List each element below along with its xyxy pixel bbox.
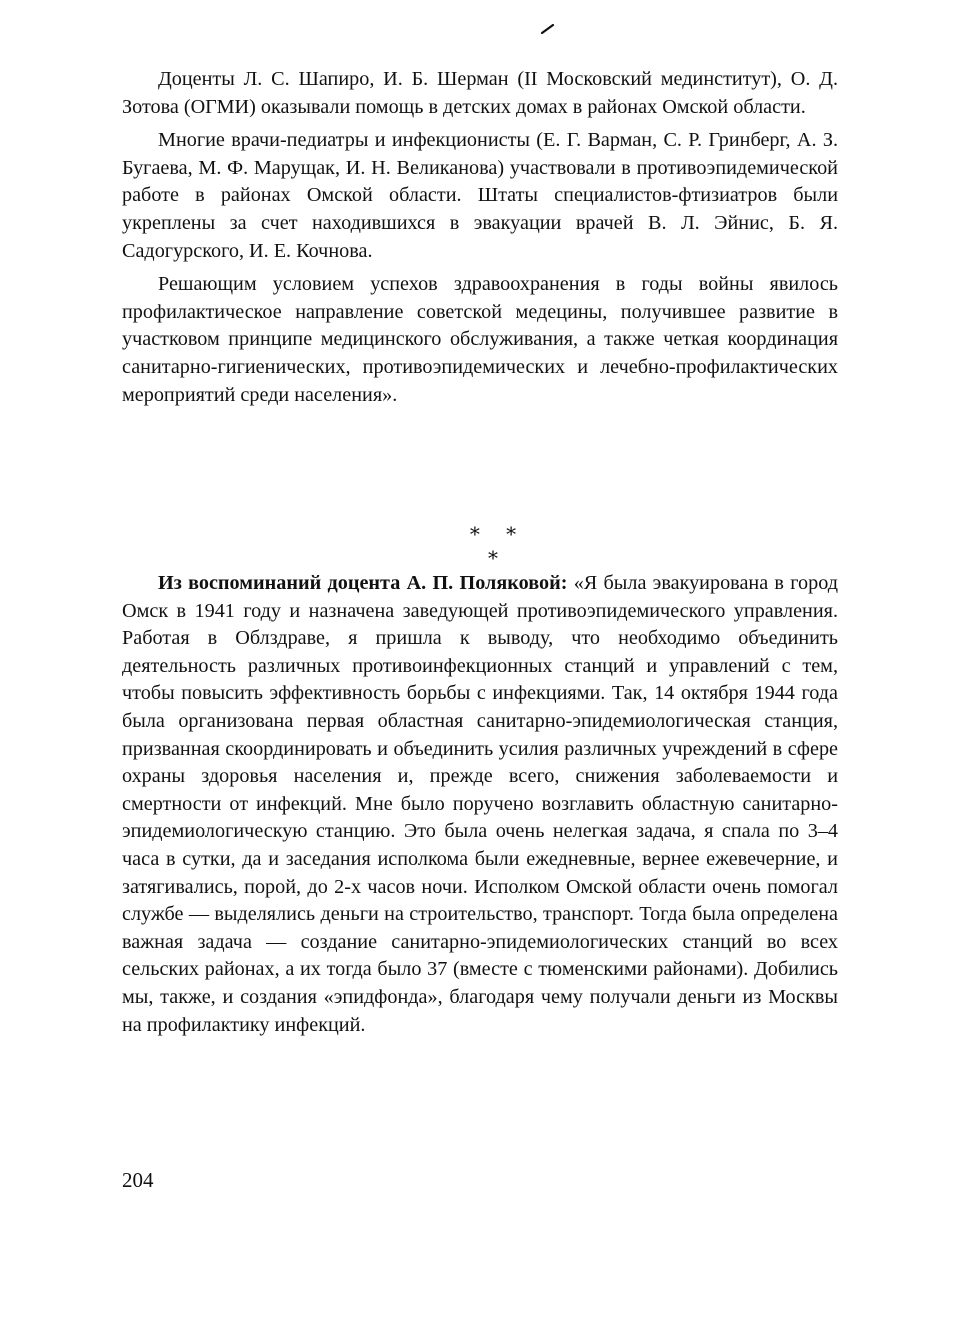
page-number: 204 bbox=[122, 1168, 154, 1192]
paragraph-memoir bbox=[122, 570, 838, 1039]
section-separator: * * * bbox=[469, 522, 527, 570]
paragraph-docents: Доценты Л. С. Шапиро, И. Б. Шерман (II Московский мединститут), О. Д. Зотова (ОГМИ) оказывали помощь в детских домах в районах Омской области. bbox=[122, 68, 838, 118]
memoir-heading: Из воспоминаний доцента А. П. Поляковой: bbox=[158, 572, 568, 594]
text-block-top bbox=[122, 66, 838, 409]
text-block-memoir bbox=[122, 570, 838, 1039]
ink-mark bbox=[540, 22, 556, 36]
memoir-text: «Я была эвакуирована в город Омск в 1941 году и назначена заведующей противоэпидемического управления. Работая в Облздраве, я пришла к выводу, что необходимо объединить деятельность различных противоинфекционных станций и управлений с тем, чтобы повысить эффективность борьбы с инфекциями. Так, 14 октября 1944 года была организована первая областная санитарно-эпидемиологическая станция, призванная скоординировать и объединить усилия различных учреждений в сфере охраны здоровья населения и, прежде всего, снижения заболеваемости и смертности от инфекций. Мне было поручено возглавить областную санитарно-эпидемиологическую станцию. Это была очень нелегкая задача, я спала по 3–4 часа в сутки, да и заседания исполкома были ежедневные, вернее ежевечерние, и затягивались, порой, до 2-х часов ночи. Исполком Омской области очень помогал службе — выделялись деньги на строительство, транспорт. Тогда была определена важная задача — создание санитарно-эпидемиологических станций во всех сельских районах, а их тогда было 37 (вместе с тюменскими районами). Добились мы, также, и создания «эпидфонда», благодаря чему получали деньги из Москвы на профилактику инфекций. bbox=[122, 572, 838, 1036]
paragraph-prevention: Решающим условием успехов здравоохранения в годы войны явилось профилактическое направление советской медецины, получившее развитие в участковом принципе медицинского обслуживания, а также четкая координация санитарно-гигиенических, противоэпидемических и лечебно-профилактических мероприятий среди населения». bbox=[122, 273, 838, 406]
paragraph-pediatricians: Многие врачи-педиатры и инфекционисты (Е. Г. Варман, С. Р. Гринберг, А. З. Бугаева, М. Ф. Марущак, И. Н. Великанова) участвовали в противоэпидемической работе в районах Омской области. Штаты специалистов-фтизиатров были укреплены за счет находившихся в эвакуации врачей В. Л. Эйнис, Б. Я. Садогурского, И. Е. Кочнова. bbox=[122, 129, 838, 262]
